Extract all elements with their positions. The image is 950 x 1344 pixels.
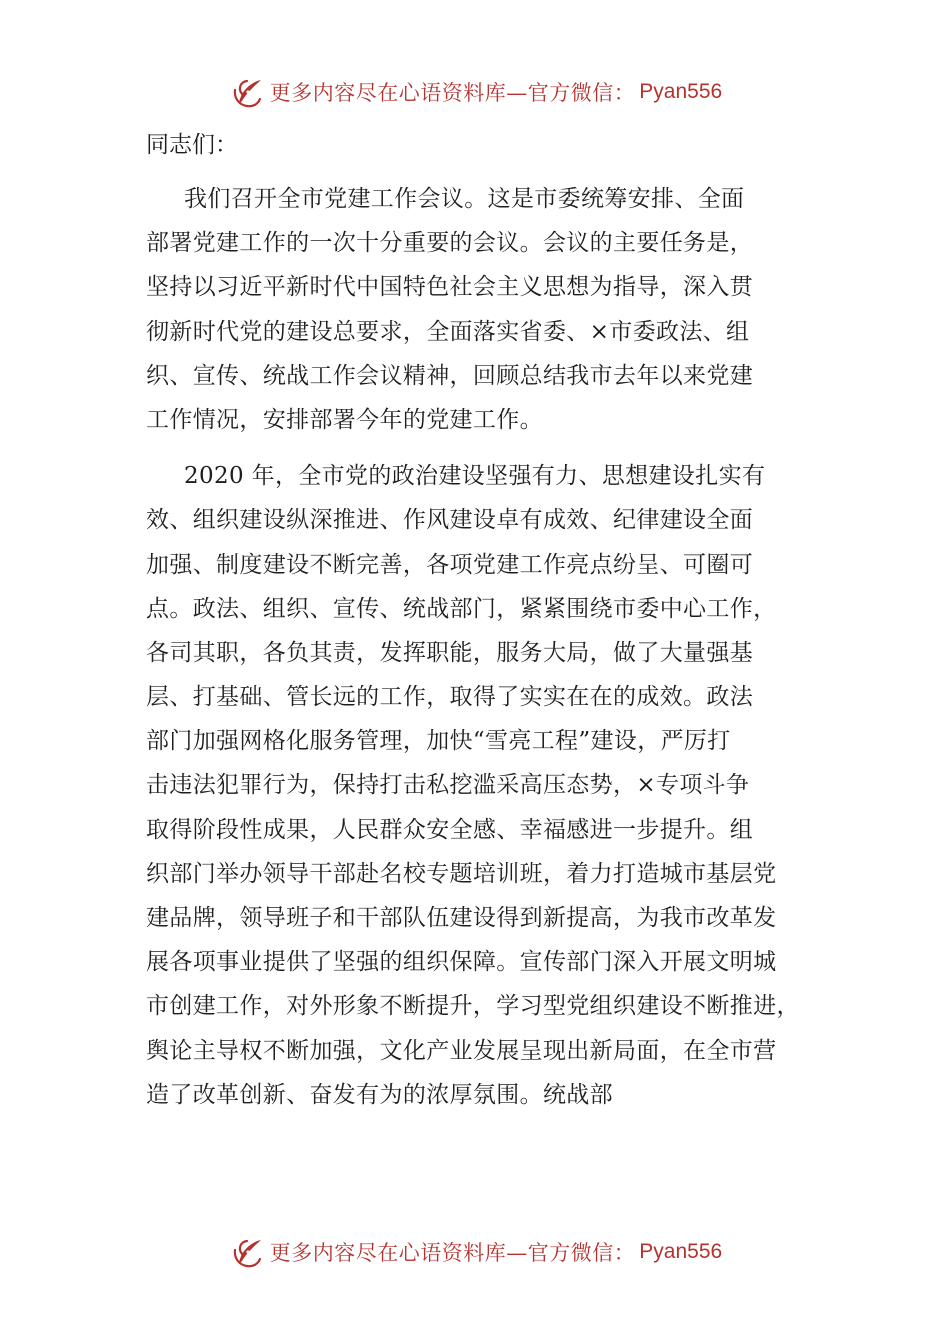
paragraph-2: [146, 454, 836, 1117]
quill-pen-logo-icon: [228, 1232, 268, 1272]
watermark-banner-top: [0, 70, 950, 114]
text-line: 部署党建工作的一次十分重要的会议。会议的主要任务是，: [146, 230, 754, 257]
watermark-text: 更多内容尽在心语资料库—官方微信：: [269, 81, 636, 105]
watermark-wechat-id: Pyan556: [639, 1240, 723, 1263]
text-line: 坚持以习近平新时代中国特色社会主义思想为指导，深入贯: [146, 274, 754, 301]
text-line: 织、宣传、统战工作会议精神，回顾总结我市去年以来党建: [146, 362, 754, 389]
text-line: 市创建工作，对外形象不断提升，学习型党组织建设不断推进，: [146, 993, 800, 1020]
watermark-banner-bottom: [0, 1230, 950, 1274]
text-line: 取得阶段性成果，人民群众安全感、幸福感进一步提升。组: [146, 816, 754, 843]
text-line: 效、组织建设纵深推进、作风建设卓有成效、纪律建设全面: [146, 507, 754, 534]
text-line: 彻新时代党的建设总要求，全面落实省委、×市委政法、组: [146, 318, 750, 345]
paragraph-1: [146, 177, 836, 442]
text-line: 我们召开全市党建工作会议。这是市委统筹安排、全面: [184, 186, 745, 212]
document-body: [146, 123, 836, 1129]
salutation: 同志们：: [146, 132, 238, 158]
text-line: 各司其职，各负其责，发挥职能，服务大局，做了大量强基: [146, 639, 754, 666]
text-line: 舆论主导权不断加强，文化产业发展呈现出新局面，在全市营: [146, 1037, 777, 1064]
text-line: 层、打基础、管长远的工作，取得了实实在在的成效。政法: [146, 684, 754, 711]
quill-pen-logo-icon: [228, 72, 268, 112]
text-line: 2020 年，全市党的政治建设坚强有力、思想建设扎实有: [184, 463, 766, 490]
watermark-text: 更多内容尽在心语资料库—官方微信：: [269, 1241, 636, 1265]
text-line: 造了改革创新、奋发有为的浓厚氛围。统战部: [146, 1081, 613, 1108]
text-line: 工作情况，安排部署今年的党建工作。: [146, 406, 543, 433]
text-line: 部门加强网格化服务管理，加快“雪亮工程”建设，严厉打: [146, 728, 731, 755]
watermark-wechat-id: Pyan556: [639, 80, 723, 103]
text-line: 展各项事业提供了坚强的组织保障。宣传部门深入开展文明城: [146, 949, 777, 976]
text-line: 建品牌，领导班子和干部队伍建设得到新提高，为我市改革发: [146, 905, 777, 931]
text-line: 加强、制度建设不断完善，各项党建工作亮点纷呈、可圈可: [146, 551, 754, 578]
text-line: 织部门举办领导干部赴名校专题培训班，着力打造城市基层党: [146, 860, 777, 887]
text-line: 击违法犯罪行为，保持打击私挖滥采高压态势，×专项斗争: [146, 772, 750, 799]
text-line: 点。政法、组织、宣传、统战部门，紧紧围绕市委中心工作，: [146, 595, 777, 622]
